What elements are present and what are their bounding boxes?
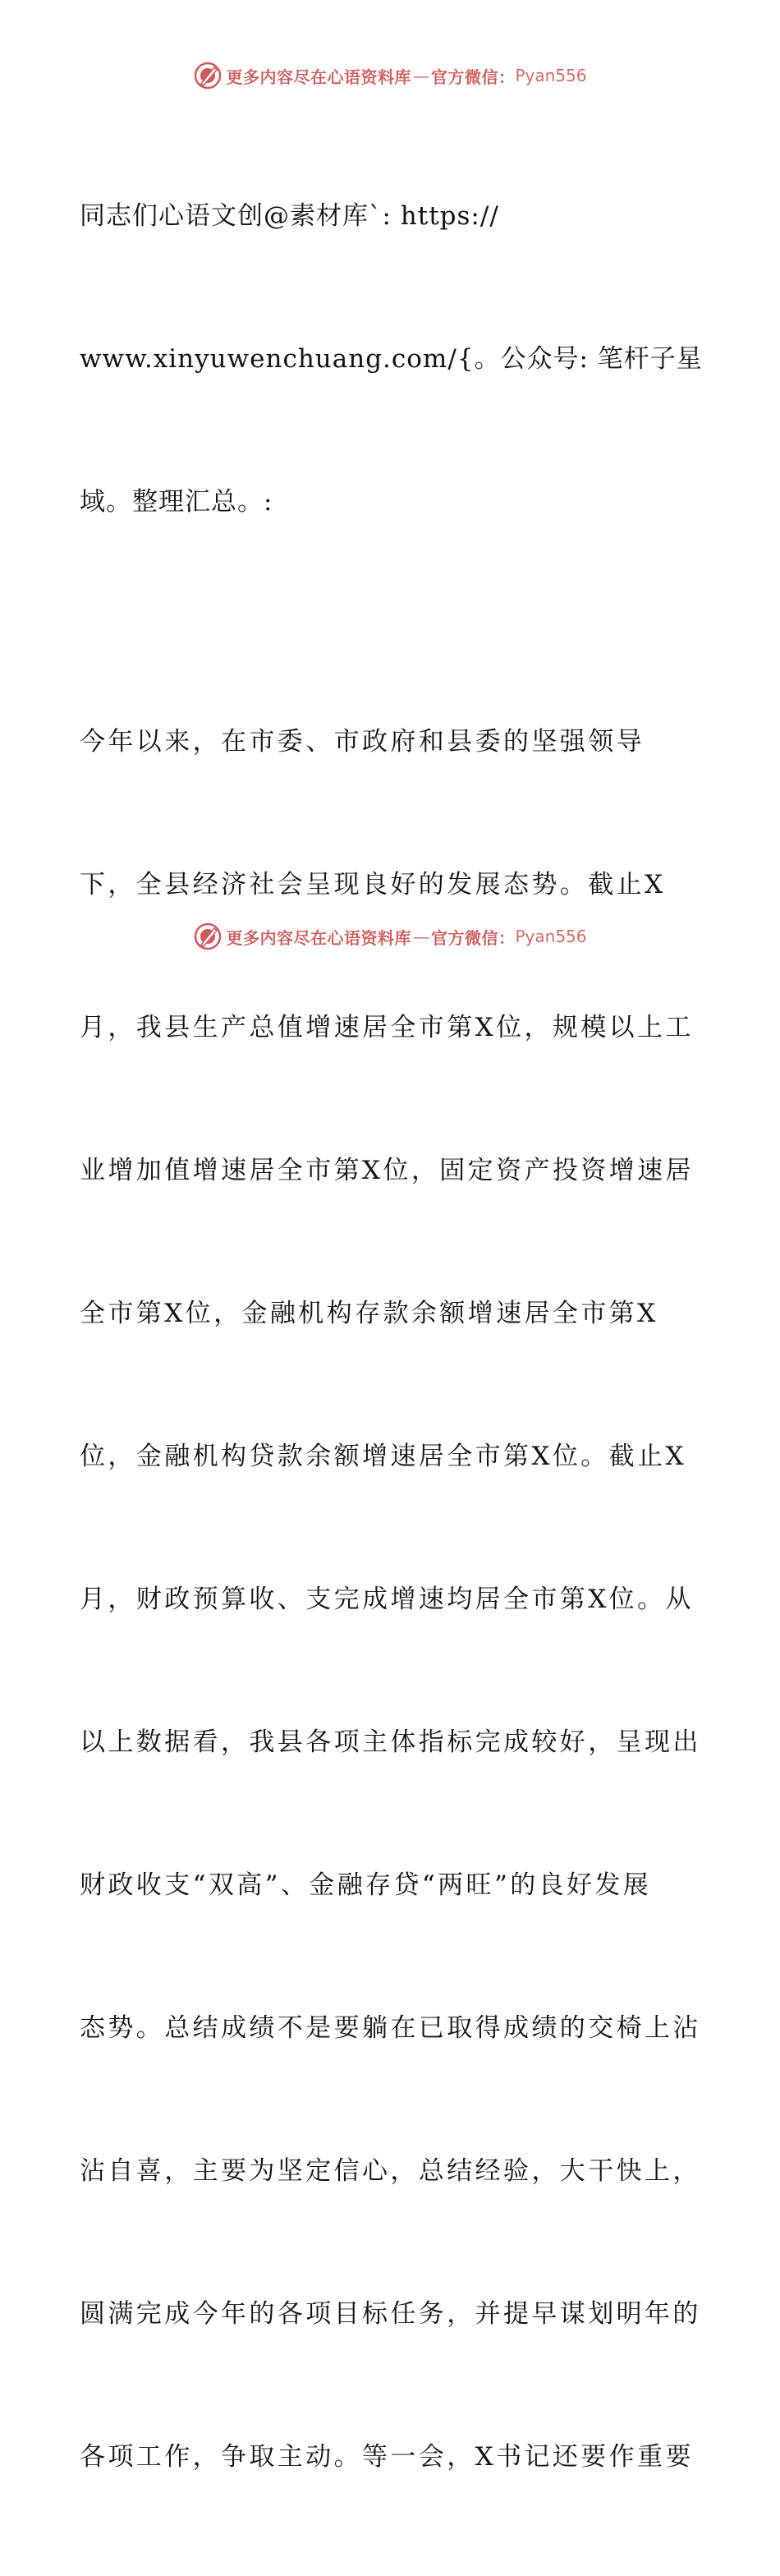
body-paragraph	[80, 623, 704, 2576]
text-line: www.xinyuwenchuang.com/{。公众号: 笔杆子星	[80, 344, 703, 374]
text-line: 下，全县经济社会呈现良好的发展态势。截止X	[80, 870, 666, 899]
banner-text: 更多内容尽在心语资料库	[226, 67, 411, 87]
footer-banner	[0, 918, 780, 954]
text-line: 同志们心语文创@素材库`: https://	[80, 201, 499, 231]
banner-suffix: 官方微信：	[430, 927, 516, 948]
text-line: 财政收支“双高”、金融存贷“两旺”的良好发展	[80, 1870, 652, 1900]
banner-separator: —	[412, 66, 429, 85]
banner-account: Pyan556	[515, 66, 587, 85]
text-line: 业增加值增速居全市第X位，固定资产投资增速居	[80, 1156, 694, 1185]
text-line: 今年以来，在市委、市政府和县委的坚强领导	[80, 727, 645, 757]
text-line: 以上数据看，我县各项主体指标完成较好，呈现出	[80, 1727, 701, 1757]
text-line: 态势。总结成绩不是要躺在已取得成绩的交椅上沾	[80, 2013, 701, 2043]
text-line: 月，我县生产总值增速居全市第X位，规模以上工	[80, 1013, 694, 1042]
text-line: 各项工作，争取主动。等一会，X书记还要作重要	[80, 2442, 694, 2472]
banner-separator: —	[412, 927, 429, 946]
text-line: 全市第X位，金融机构存款余额增速居全市第X	[80, 1299, 658, 1328]
text-line: 圆满完成今年的各项目标任务，并提早谋划明年的	[80, 2299, 701, 2329]
banner-account: Pyan556	[515, 927, 587, 946]
intro-paragraph	[80, 97, 704, 621]
pen-circle-logo-icon	[193, 922, 223, 951]
document-body	[80, 97, 704, 2576]
header-banner	[0, 58, 780, 94]
banner-suffix: 官方微信：	[430, 67, 516, 87]
text-line: 位，金融机构贷款余额增速居全市第X位。截止X	[80, 1442, 686, 1471]
banner-text: 更多内容尽在心语资料库	[226, 927, 411, 948]
text-line: 月，财政预算收、支完成增速均居全市第X位。从	[80, 1585, 694, 1614]
pen-circle-logo-icon	[193, 61, 223, 90]
text-line: 域。整理汇总。:	[80, 487, 273, 517]
text-line: 沾自喜，主要为坚定信心，总结经验，大干快上，	[80, 2156, 701, 2186]
